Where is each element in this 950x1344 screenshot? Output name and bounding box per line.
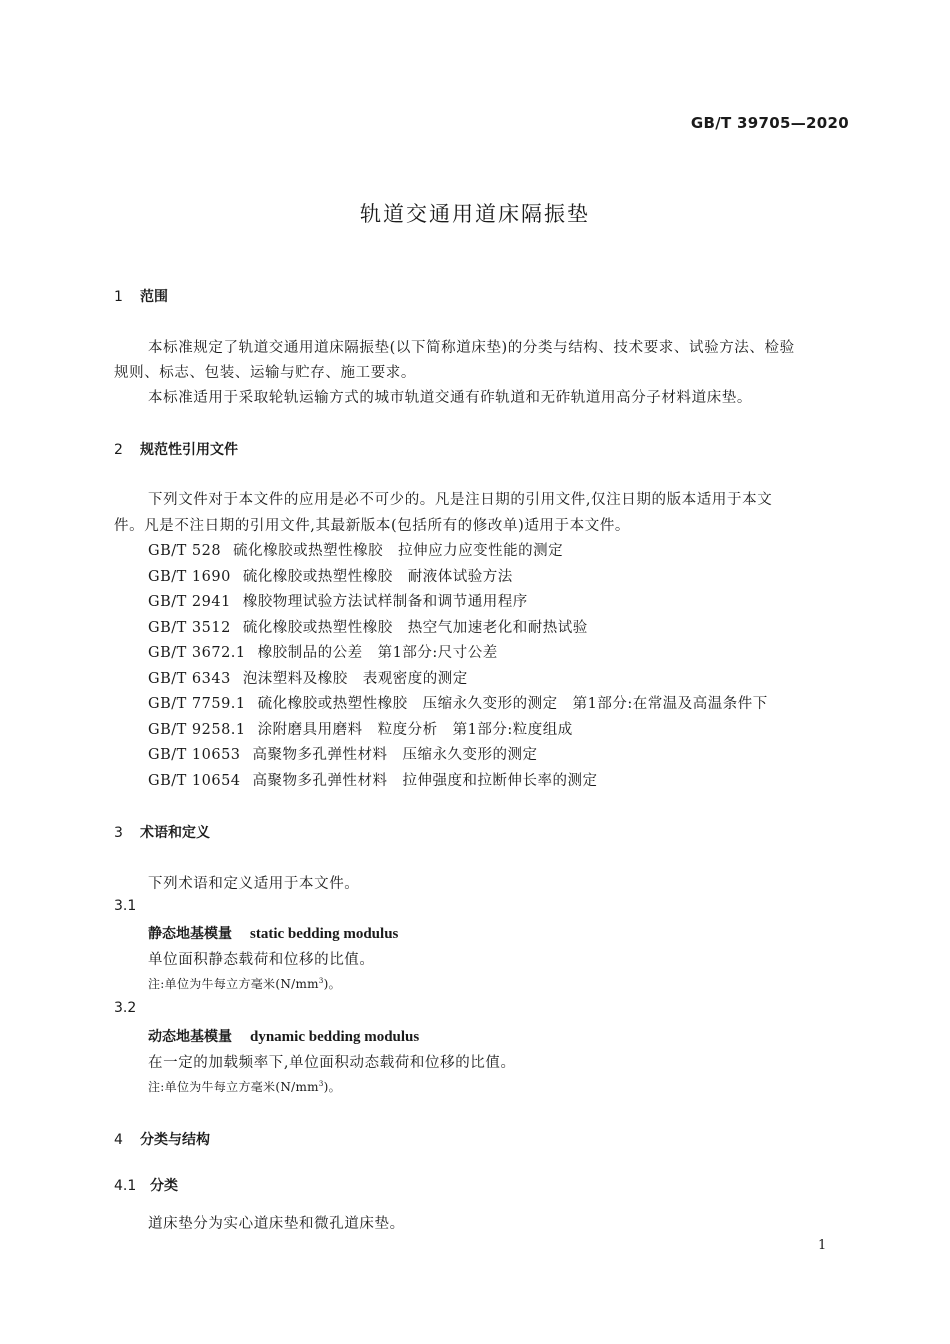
reference-title: 橡胶制品的公差 第1部分:尺寸公差 (257, 645, 498, 661)
section-number: 2 (114, 442, 123, 458)
section-title: 规范性引用文件 (140, 442, 238, 458)
paragraph-line: 下列文件对于本文件的应用是必不可少的。凡是注日期的引用文件,仅注日期的版本适用于本文 (148, 492, 773, 508)
term-en: dynamic bedding modulus (250, 1029, 420, 1045)
reference-title: 涂附磨具用磨料 粒度分析 第1部分:粒度组成 (257, 722, 573, 738)
reference-title: 高聚物多孔弹性材料 压缩永久变形的测定 (252, 747, 538, 763)
section-number: 3 (114, 825, 123, 841)
reference-item (148, 641, 498, 662)
reference-title: 硫化橡胶或热塑性橡胶 拉伸应力应变性能的测定 (233, 543, 564, 559)
term-zh: 动态地基模量 (148, 1029, 232, 1045)
section-title: 术语和定义 (140, 825, 210, 841)
reference-code: GB/T 3672.1 (148, 645, 246, 661)
term-number: 3.1 (114, 898, 137, 914)
term-zh: 静态地基模量 (148, 926, 232, 942)
reference-title: 泡沫塑料及橡胶 表观密度的测定 (242, 671, 468, 687)
reference-title: 硫化橡胶或热塑性橡胶 压缩永久变形的测定 第1部分:在常温及高温条件下 (257, 696, 768, 712)
paragraph: 下列术语和定义适用于本文件。 (148, 876, 360, 892)
paragraph-line: 规则、标志、包装、运输与贮存、施工要求。 (114, 365, 416, 381)
reference-title: 硫化橡胶或热塑性橡胶 耐液体试验方法 (242, 569, 513, 585)
reference-item (148, 616, 588, 637)
reference-item (148, 539, 563, 560)
section-4-heading (114, 1129, 210, 1149)
reference-code: GB/T 6343 (148, 671, 231, 687)
paragraph: 道床垫分为实心道床垫和微孔道床垫。 (148, 1216, 405, 1232)
section-number: 4 (114, 1132, 123, 1148)
paragraph-line: 件。凡是不注日期的引用文件,其最新版本(包括所有的修改单)适用于本文件。 (114, 518, 631, 534)
reference-code: GB/T 2941 (148, 594, 231, 610)
term-entry (148, 1026, 419, 1046)
reference-code: GB/T 9258.1 (148, 722, 246, 738)
section-title: 范围 (140, 289, 168, 305)
reference-code: GB/T 7759.1 (148, 696, 246, 712)
term-note: 注:单位为牛每立方毫米$(N/mm^3)$。 (148, 977, 341, 991)
term-definition: 单位面积静态载荷和位移的比值。 (148, 952, 375, 968)
reference-code: GB/T 528 (148, 543, 222, 559)
reference-title: 高聚物多孔弹性材料 拉伸强度和拉断伸长率的测定 (252, 773, 598, 789)
term-note: 注:单位为牛每立方毫米$(N/mm^3)$。 (148, 1080, 341, 1094)
subsection-number: 4.1 (114, 1178, 137, 1194)
term-definition: 在一定的加载频率下,单位面积动态载荷和位移的比值。 (148, 1055, 516, 1071)
reference-code: GB/T 10653 (148, 747, 241, 763)
reference-title: 硫化橡胶或热塑性橡胶 热空气加速老化和耐热试验 (242, 620, 588, 636)
subsection-4-1-heading (114, 1175, 178, 1195)
section-number: 1 (114, 289, 123, 305)
reference-item (148, 590, 528, 611)
term-number: 3.2 (114, 1000, 137, 1016)
reference-code: GB/T 10654 (148, 773, 241, 789)
section-3-heading (114, 822, 210, 842)
section-title: 分类与结构 (140, 1132, 210, 1148)
reference-item (148, 743, 538, 764)
reference-item (148, 667, 468, 688)
paragraph-line: 本标准规定了轨道交通用道床隔振垫(以下简称道床垫)的分类与结构、技术要求、试验方法、检验 (148, 340, 795, 356)
reference-item (148, 718, 573, 739)
section-1-heading (114, 286, 168, 306)
reference-title: 橡胶物理试验方法试样制备和调节通用程序 (242, 594, 528, 610)
paragraph: 本标准适用于采取轮轨运输方式的城市轨道交通有砟轨道和无砟轨道用高分子材料道床垫。 (148, 390, 752, 406)
term-entry (148, 923, 398, 943)
document-title: 轨道交通用道床隔振垫 (360, 202, 590, 226)
reference-code: GB/T 3512 (148, 620, 231, 636)
reference-code: GB/T 1690 (148, 569, 231, 585)
subsection-title: 分类 (150, 1178, 178, 1194)
reference-item (148, 769, 598, 790)
reference-item (148, 692, 768, 713)
page-number: 1 (818, 1238, 827, 1253)
standard-code: GB/T 39705—2020 (690, 114, 849, 132)
reference-item (148, 565, 513, 586)
term-en: static bedding modulus (250, 926, 399, 942)
section-2-heading (114, 439, 238, 459)
